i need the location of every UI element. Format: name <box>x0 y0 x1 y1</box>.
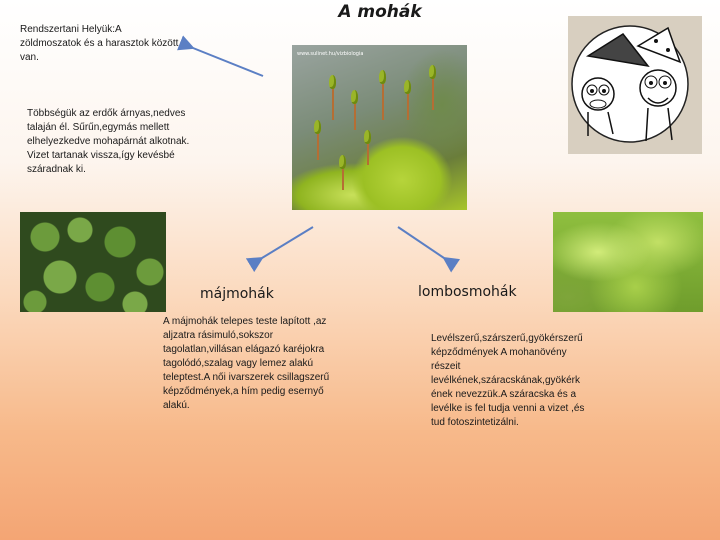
photo-watermark: www.sulinet.hu/vizbiologia <box>297 51 364 57</box>
liverworts-heading: májmohák <box>200 286 274 302</box>
slide-title: A mohák <box>338 2 422 22</box>
leafy-mosses-heading: lombosmohák <box>418 284 517 300</box>
classification-note: Rendszertani Helyük:A zöldmoszatok és a harasztok között van. <box>20 24 179 63</box>
arrow-to-leafy-mosses <box>398 227 444 258</box>
cartoon-illustration <box>568 16 702 154</box>
leafy-moss-photo <box>553 212 703 312</box>
liverwort-photo <box>20 212 166 312</box>
arrow-to-liverworts <box>262 227 313 258</box>
arrow-to-classification <box>193 48 263 76</box>
moss-sporophyte-photo <box>292 45 467 210</box>
liverworts-description: A májmohák telepes teste lapított ,az aljzatra rásimuló,sokszor tagolatlan,villásan elágazó karéjokra tagolódó,szalag vagy lemez alakú teleptest.A női ivarszerek csillagszerű képződmények,a hím pedig esernyő alakú. <box>163 316 330 411</box>
habitat-note: Többségük az erdők árnyas,nedves talaján él. Sűrűn,egymás mellett elhelyezkedve mohapárnát alkotnak. Vizet tartanak vissza,így kevésbé száradnak ki. <box>27 108 190 175</box>
leafy-mosses-description: Levélszerű,szárszerű,gyökérszerű képződmények A mohanövény részeit levélkének,száracskának,gyökérk ének nevezzük.A száracska és a levélke is fel tudja venni a vizet ,és tud fotoszintetizálni. <box>431 333 585 428</box>
